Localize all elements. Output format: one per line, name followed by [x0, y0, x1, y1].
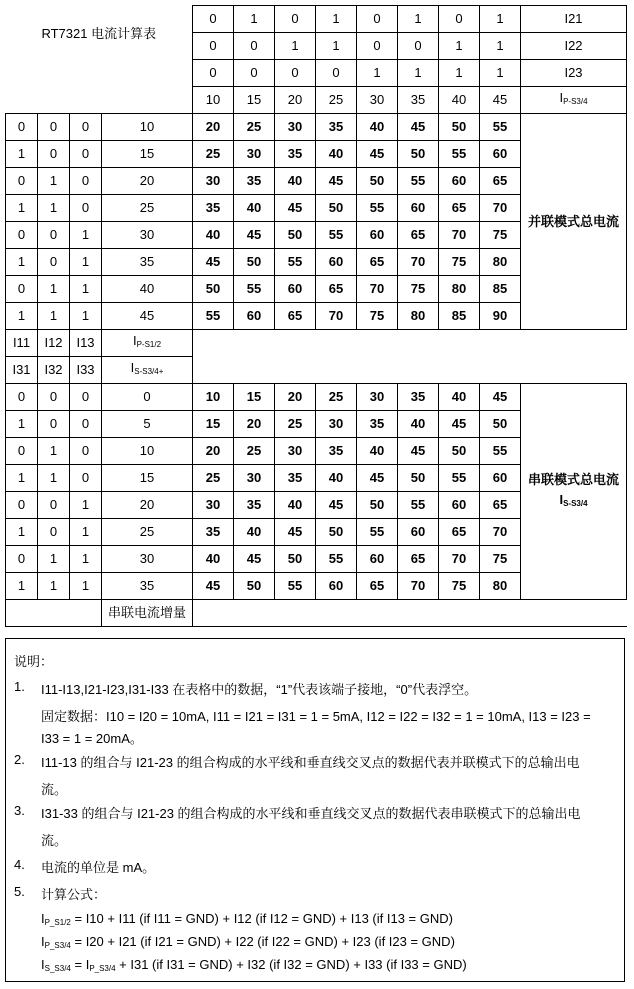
bit-cell: 0	[38, 222, 70, 249]
total-current-cell: 40	[193, 222, 234, 249]
total-current-cell: 10	[193, 384, 234, 411]
formula-subscript: S_S3/4	[44, 964, 71, 973]
total-current-cell: 65	[439, 195, 480, 222]
header-label	[102, 357, 193, 384]
table-body	[6, 6, 627, 627]
total-current-cell: 50	[357, 168, 398, 195]
symbol-main: I	[559, 491, 564, 507]
total-current-cell: 75	[357, 303, 398, 330]
total-current-cell: 80	[439, 276, 480, 303]
current-value: 20	[102, 168, 193, 195]
header-cell: I33	[70, 357, 102, 384]
column-value: 35	[398, 87, 439, 114]
bit-cell: 0	[70, 411, 102, 438]
bit-cell: 1	[275, 33, 316, 60]
bit-cell: 1	[38, 276, 70, 303]
total-current-cell: 55	[398, 168, 439, 195]
note-line: 电流的单位是 mA。	[41, 860, 156, 875]
bit-cell: 0	[70, 141, 102, 168]
total-current-cell: 40	[357, 114, 398, 141]
total-current-cell: 65	[398, 222, 439, 249]
bit-cell: 1	[70, 546, 102, 573]
total-current-cell: 45	[234, 222, 275, 249]
note-line: I11-13 的组合与 I21-23 的组合构成的水平线和垂直线交叉点的数据代表并联模式下的总输出电	[41, 755, 580, 770]
notes-heading: 说明：	[14, 654, 54, 669]
note-number: 5.	[14, 884, 25, 899]
total-current-cell: 60	[439, 492, 480, 519]
total-current-cell: 20	[234, 411, 275, 438]
bit-cell: 1	[70, 276, 102, 303]
total-current-cell: 60	[480, 141, 521, 168]
bit-cell: 0	[357, 33, 398, 60]
table-row	[6, 114, 627, 141]
header-cell: I12	[38, 330, 70, 357]
total-current-cell: 60	[439, 168, 480, 195]
total-current-cell: 50	[234, 249, 275, 276]
bit-cell: 0	[70, 168, 102, 195]
total-current-cell: 85	[439, 303, 480, 330]
formula-subscript: P_S3/4	[44, 941, 71, 950]
total-current-cell: 55	[480, 114, 521, 141]
total-current-cell: 50	[193, 276, 234, 303]
total-current-cell: 35	[275, 141, 316, 168]
total-current-cell: 45	[357, 141, 398, 168]
bit-cell: 1	[6, 519, 38, 546]
total-current-cell: 50	[480, 411, 521, 438]
formula-text: = I	[70, 957, 90, 972]
total-current-cell: 45	[316, 492, 357, 519]
total-current-cell: 80	[398, 303, 439, 330]
bit-cell: 1	[38, 465, 70, 492]
column-value: 20	[275, 87, 316, 114]
total-current-cell: 45	[439, 411, 480, 438]
bit-cell: 0	[6, 114, 38, 141]
bit-cell: 0	[70, 465, 102, 492]
total-current-cell: 45	[316, 168, 357, 195]
total-current-cell: 70	[480, 195, 521, 222]
total-current-cell: 45	[357, 465, 398, 492]
symbol-subscript: P-S3/4	[563, 97, 588, 106]
current-value: 0	[102, 384, 193, 411]
total-current-cell: 75	[480, 546, 521, 573]
bit-cell: 1	[6, 573, 38, 600]
bit-cell: 0	[38, 141, 70, 168]
total-current-cell: 55	[275, 573, 316, 600]
formula-line	[41, 957, 467, 973]
formula-symbol: I	[41, 957, 45, 972]
total-current-cell: 75	[439, 573, 480, 600]
total-current-cell: 25	[193, 141, 234, 168]
total-current-cell: 50	[439, 438, 480, 465]
empty-cell	[193, 600, 627, 627]
table-row	[6, 600, 627, 627]
total-current-cell: 30	[234, 141, 275, 168]
formula-text: = I20 + I21 (if I21 = GND) + I22 (if I22 = GND) + I23 (if I23 = GND)	[70, 934, 455, 949]
total-current-cell: 60	[275, 276, 316, 303]
bit-cell: 1	[439, 33, 480, 60]
total-current-cell: 65	[275, 303, 316, 330]
table-row	[6, 384, 627, 411]
bit-cell: 1	[38, 438, 70, 465]
total-current-cell: 55	[439, 465, 480, 492]
row-label: I21	[521, 6, 627, 33]
bit-cell: 0	[6, 546, 38, 573]
increment-label: 串联电流增量	[102, 600, 193, 627]
note-line: I11-I13,I21-I23,I31-I33 在表格中的数据，“1”代表该端子接地，“0”代表浮空。	[41, 682, 478, 697]
bit-cell: 0	[38, 249, 70, 276]
total-current-cell: 15	[234, 384, 275, 411]
bit-cell: 0	[6, 222, 38, 249]
bit-cell: 0	[193, 60, 234, 87]
total-current-cell: 50	[275, 546, 316, 573]
total-current-cell: 30	[234, 465, 275, 492]
bit-cell: 0	[6, 384, 38, 411]
formula-line	[41, 934, 455, 950]
current-value: 35	[102, 573, 193, 600]
total-current-cell: 30	[275, 114, 316, 141]
total-current-cell: 65	[480, 492, 521, 519]
total-current-cell: 65	[439, 519, 480, 546]
bit-cell: 1	[480, 6, 521, 33]
bit-cell: 1	[38, 195, 70, 222]
bit-cell: 1	[316, 6, 357, 33]
bit-cell: 1	[38, 573, 70, 600]
parallel-mode-label: 并联模式总电流	[521, 114, 627, 330]
total-current-cell: 35	[193, 519, 234, 546]
total-current-cell: 65	[316, 276, 357, 303]
total-current-cell: 45	[193, 249, 234, 276]
symbol-main: I	[132, 333, 137, 348]
bit-cell: 1	[398, 60, 439, 87]
total-current-cell: 50	[234, 573, 275, 600]
note-line: 计算公式：	[41, 887, 107, 902]
current-value: 30	[102, 222, 193, 249]
bit-cell: 1	[6, 141, 38, 168]
bit-cell: 1	[6, 249, 38, 276]
total-current-cell: 20	[275, 384, 316, 411]
table-row	[6, 330, 627, 357]
total-current-cell: 40	[234, 195, 275, 222]
current-value: 25	[102, 195, 193, 222]
total-current-cell: 60	[398, 195, 439, 222]
series-mode-label	[521, 384, 627, 600]
total-current-cell: 35	[234, 492, 275, 519]
total-current-cell: 35	[275, 465, 316, 492]
total-current-cell: 45	[275, 195, 316, 222]
total-current-cell: 35	[357, 411, 398, 438]
total-current-cell: 60	[480, 465, 521, 492]
total-current-cell: 45	[234, 546, 275, 573]
total-current-cell: 55	[480, 438, 521, 465]
header-cell: I11	[6, 330, 38, 357]
total-current-cell: 40	[316, 141, 357, 168]
formula-symbol: I	[41, 934, 45, 949]
note-number: 4.	[14, 857, 25, 872]
total-current-cell: 65	[357, 573, 398, 600]
total-current-cell: 70	[480, 519, 521, 546]
total-current-cell: 35	[193, 195, 234, 222]
total-current-cell: 25	[234, 438, 275, 465]
current-value: 15	[102, 465, 193, 492]
bit-cell: 1	[357, 60, 398, 87]
total-current-cell: 75	[398, 276, 439, 303]
total-current-cell: 35	[398, 384, 439, 411]
total-current-cell: 30	[193, 168, 234, 195]
bit-cell: 1	[234, 6, 275, 33]
total-current-cell: 50	[439, 114, 480, 141]
series-mode-symbol	[521, 490, 626, 514]
current-value: 25	[102, 519, 193, 546]
bit-cell: 0	[316, 60, 357, 87]
note-line: 流。	[41, 833, 68, 848]
bit-cell: 1	[70, 519, 102, 546]
total-current-cell: 80	[480, 573, 521, 600]
row-label: I22	[521, 33, 627, 60]
bit-cell: 1	[38, 303, 70, 330]
total-current-cell: 25	[275, 411, 316, 438]
bit-cell: 1	[480, 33, 521, 60]
bit-cell: 1	[316, 33, 357, 60]
formula-text: + I31 (if I31 = GND) + I32 (if I32 = GND) + I33 (if I33 = GND)	[115, 957, 467, 972]
total-current-cell: 75	[480, 222, 521, 249]
total-current-cell: 20	[193, 114, 234, 141]
total-current-cell: 65	[357, 249, 398, 276]
total-current-cell: 70	[357, 276, 398, 303]
total-current-cell: 50	[316, 519, 357, 546]
bit-cell: 0	[193, 6, 234, 33]
bit-cell: 1	[70, 249, 102, 276]
bit-cell: 0	[38, 492, 70, 519]
note-line: I31-33 的组合与 I21-23 的组合构成的水平线和垂直线交叉点的数据代表串联模式下的总输出电	[41, 806, 581, 821]
bit-cell: 1	[398, 6, 439, 33]
total-current-cell: 40	[357, 438, 398, 465]
header-cell: I13	[70, 330, 102, 357]
total-current-cell: 45	[275, 519, 316, 546]
note-number: 2.	[14, 752, 25, 767]
bit-cell: 0	[70, 114, 102, 141]
bit-cell: 0	[234, 60, 275, 87]
total-current-cell: 90	[480, 303, 521, 330]
column-value: 30	[357, 87, 398, 114]
column-value: 15	[234, 87, 275, 114]
total-current-cell: 30	[193, 492, 234, 519]
empty-region	[193, 330, 627, 384]
bit-cell: 0	[439, 6, 480, 33]
note-line: 固定数据：I10 = I20 = 10mA, I11 = I21 = I31 = 1 = 5mA, I12 = I22 = I32 = 1 = 10mA, I13 = I23 =	[41, 709, 591, 724]
current-value: 10	[102, 438, 193, 465]
total-current-cell: 40	[275, 168, 316, 195]
total-current-cell: 70	[439, 222, 480, 249]
bit-cell: 0	[357, 6, 398, 33]
bit-cell: 0	[6, 168, 38, 195]
bit-cell: 1	[70, 492, 102, 519]
total-current-cell: 45	[193, 573, 234, 600]
bit-cell: 1	[6, 195, 38, 222]
current-value: 10	[102, 114, 193, 141]
row-label: I23	[521, 60, 627, 87]
bit-cell: 0	[38, 114, 70, 141]
total-current-cell: 50	[275, 222, 316, 249]
total-current-cell: 55	[316, 222, 357, 249]
bit-cell: 0	[70, 195, 102, 222]
note-line: 流。	[41, 782, 68, 797]
total-current-cell: 15	[193, 411, 234, 438]
total-current-cell: 40	[234, 519, 275, 546]
total-current-cell: 55	[357, 519, 398, 546]
column-value: 10	[193, 87, 234, 114]
bit-cell: 0	[275, 60, 316, 87]
total-current-cell: 55	[357, 195, 398, 222]
current-value: 45	[102, 303, 193, 330]
total-current-cell: 60	[357, 222, 398, 249]
total-current-cell: 50	[398, 465, 439, 492]
current-value: 20	[102, 492, 193, 519]
table-row	[6, 6, 627, 33]
note-number: 1.	[14, 679, 25, 694]
total-current-cell: 65	[480, 168, 521, 195]
bit-cell: 1	[70, 303, 102, 330]
bit-cell: 1	[439, 60, 480, 87]
total-current-cell: 75	[439, 249, 480, 276]
total-current-cell: 55	[439, 141, 480, 168]
formula-subscript: P_S1/2	[44, 918, 71, 927]
current-value: 35	[102, 249, 193, 276]
header-cell: I32	[38, 357, 70, 384]
header-label	[102, 330, 193, 357]
total-current-cell: 60	[398, 519, 439, 546]
column-value: 40	[439, 87, 480, 114]
formula-symbol: I	[41, 911, 45, 926]
total-current-cell: 50	[357, 492, 398, 519]
total-current-cell: 60	[234, 303, 275, 330]
symbol-subscript: P-S1/2	[136, 340, 162, 349]
bit-cell: 0	[275, 6, 316, 33]
total-current-cell: 70	[439, 546, 480, 573]
total-current-cell: 55	[193, 303, 234, 330]
total-current-cell: 50	[316, 195, 357, 222]
symbol-subscript: S-S3/4+	[134, 367, 164, 376]
bit-cell: 0	[70, 384, 102, 411]
bit-cell: 1	[38, 168, 70, 195]
bit-cell: 1	[480, 60, 521, 87]
bit-cell: 0	[38, 384, 70, 411]
total-current-cell: 45	[398, 114, 439, 141]
total-current-cell: 60	[357, 546, 398, 573]
current-table	[5, 5, 627, 627]
total-current-cell: 30	[316, 411, 357, 438]
column-value: 25	[316, 87, 357, 114]
current-value: 15	[102, 141, 193, 168]
bit-cell: 0	[38, 411, 70, 438]
total-current-cell: 45	[398, 438, 439, 465]
total-current-cell: 55	[316, 546, 357, 573]
symbol-subscript: S-S3/4	[563, 498, 588, 508]
total-current-cell: 65	[398, 546, 439, 573]
total-current-cell: 25	[316, 384, 357, 411]
total-current-cell: 70	[398, 249, 439, 276]
table-title: RT7321 电流计算表	[6, 6, 193, 114]
total-current-cell: 70	[398, 573, 439, 600]
total-current-cell: 60	[316, 573, 357, 600]
total-current-cell: 55	[275, 249, 316, 276]
total-current-cell: 20	[193, 438, 234, 465]
note-number: 3.	[14, 803, 25, 818]
total-current-cell: 25	[193, 465, 234, 492]
series-mode-title: 串联模式总电流	[528, 471, 620, 487]
total-current-cell: 50	[398, 141, 439, 168]
bit-cell: 0	[6, 438, 38, 465]
total-current-cell: 40	[275, 492, 316, 519]
header-cell: I31	[6, 357, 38, 384]
total-current-cell: 55	[398, 492, 439, 519]
total-current-cell: 40	[439, 384, 480, 411]
bit-cell: 0	[234, 33, 275, 60]
total-current-cell: 30	[275, 438, 316, 465]
bit-cell: 1	[70, 222, 102, 249]
symbol-main: I	[130, 360, 135, 375]
total-current-cell: 55	[234, 276, 275, 303]
total-current-cell: 40	[398, 411, 439, 438]
note-line: I33 = 1 = 20mA。	[41, 731, 143, 746]
bit-cell: 1	[6, 411, 38, 438]
total-current-cell: 35	[316, 438, 357, 465]
total-current-cell: 70	[316, 303, 357, 330]
bit-cell: 0	[6, 276, 38, 303]
symbol-main: I	[559, 90, 564, 105]
total-current-cell: 25	[234, 114, 275, 141]
total-current-cell: 80	[480, 249, 521, 276]
bit-cell: 0	[6, 492, 38, 519]
bit-cell: 0	[193, 33, 234, 60]
total-current-cell: 60	[316, 249, 357, 276]
bit-cell: 1	[6, 303, 38, 330]
bit-cell: 1	[38, 546, 70, 573]
total-current-cell: 40	[316, 465, 357, 492]
current-value: 5	[102, 411, 193, 438]
current-value: 40	[102, 276, 193, 303]
total-current-cell: 35	[234, 168, 275, 195]
total-current-cell: 45	[480, 384, 521, 411]
bit-cell: 1	[6, 465, 38, 492]
bit-cell: 0	[70, 438, 102, 465]
bit-cell: 0	[398, 33, 439, 60]
column-label	[521, 87, 627, 114]
formula-text: = I10 + I11 (if I11 = GND) + I12 (if I12 = GND) + I13 (if I13 = GND)	[70, 911, 453, 926]
column-value: 45	[480, 87, 521, 114]
total-current-cell: 40	[193, 546, 234, 573]
bit-cell: 0	[38, 519, 70, 546]
total-current-cell: 30	[357, 384, 398, 411]
total-current-cell: 35	[316, 114, 357, 141]
formula-line	[41, 911, 453, 927]
formula-subscript: P_S3/4	[89, 964, 116, 973]
bit-cell: 1	[70, 573, 102, 600]
total-current-cell: 85	[480, 276, 521, 303]
current-value: 30	[102, 546, 193, 573]
notes-section	[5, 638, 625, 982]
empty-cell	[6, 600, 102, 627]
